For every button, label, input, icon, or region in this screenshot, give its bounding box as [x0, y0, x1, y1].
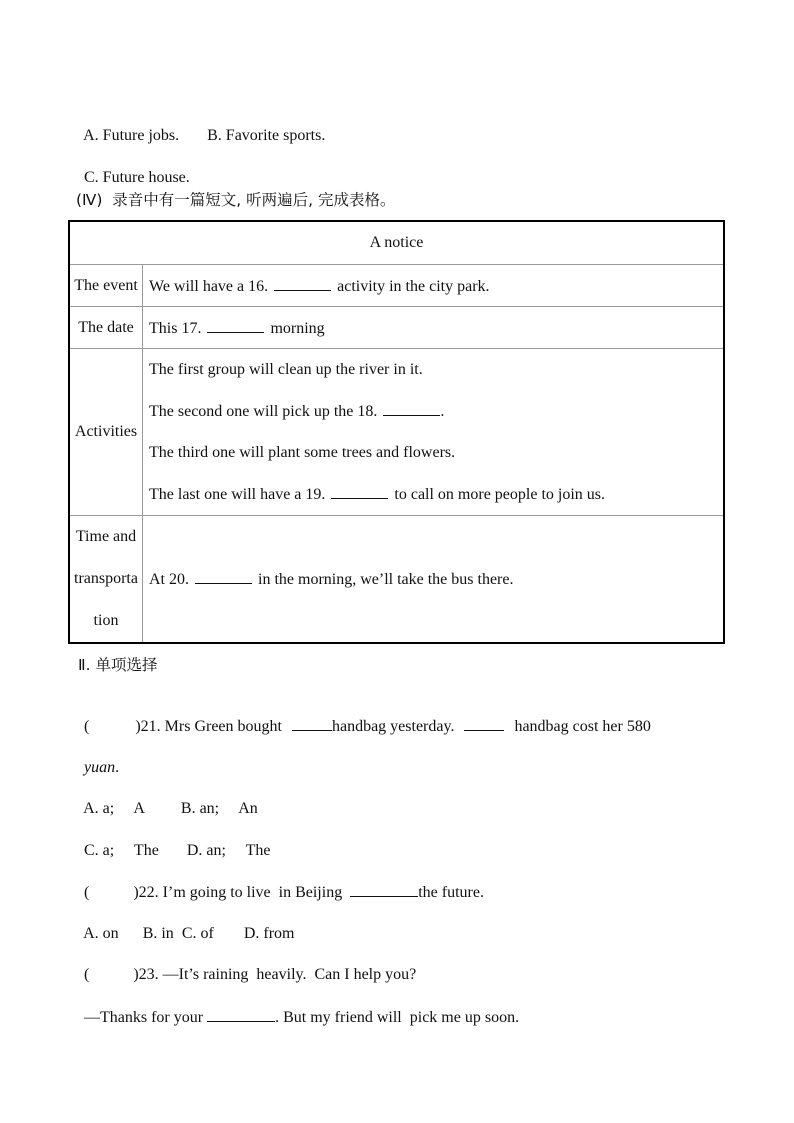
q21-option-d[interactable]: D. an; The: [186, 842, 271, 859]
q22-stem: )22. I’m going to live in Beijing: [133, 884, 343, 901]
q22-answer-space[interactable]: [89, 883, 133, 897]
table-row-activities: [69, 349, 724, 516]
blank-19[interactable]: [331, 484, 388, 499]
activity-line-4-pre: The last one will have a 19.: [149, 485, 326, 503]
notice-title: A notice: [69, 221, 724, 265]
time-label-line-2: transporta: [74, 570, 138, 587]
section-2-heading: Ⅱ. 单项选择: [78, 656, 158, 674]
time-text-pre: At 20.: [149, 571, 189, 588]
activity-line-2-pre: The second one will pick up the 18.: [149, 402, 378, 420]
time-label-line-1: Time and: [75, 528, 137, 545]
blank-18[interactable]: [383, 401, 440, 416]
date-cell: [143, 307, 725, 349]
q21-options-row-1: [76, 779, 258, 819]
time-label: [69, 516, 143, 644]
activities-label: Activities: [69, 349, 143, 516]
activity-line-4: [149, 474, 717, 516]
q22-option-d[interactable]: D. from: [243, 925, 295, 942]
event-text-post: activity in the city park.: [337, 277, 490, 295]
q21-currency: yuan: [84, 759, 116, 776]
q23-reply-pre: —Thanks for your: [84, 1009, 204, 1026]
q21-option-c[interactable]: C. a; The: [84, 842, 159, 859]
q21-blank-1[interactable]: [292, 716, 332, 731]
question-21-continued: [76, 738, 119, 778]
q22-option-c[interactable]: C. of: [181, 925, 214, 942]
q21-options-row-2: [76, 821, 271, 861]
question-23: [76, 945, 416, 985]
date-label: The date: [69, 307, 143, 349]
question-23-reply: [76, 987, 519, 1028]
event-cell: [143, 265, 725, 307]
q21-period: .: [115, 759, 120, 776]
blank-17[interactable]: [207, 318, 264, 333]
q23-answer-space[interactable]: [89, 965, 133, 979]
q22-stem-end: the future.: [418, 884, 484, 901]
table-row-date: [69, 307, 724, 349]
time-label-line-3: tion: [93, 612, 119, 629]
q21-open-paren: (: [84, 718, 90, 735]
activity-line-2-post: .: [440, 402, 445, 420]
activity-line-3: The third one will plant some trees and flowers.: [149, 444, 456, 461]
blank-20[interactable]: [195, 569, 252, 584]
option-b: B. Favorite sports.: [207, 127, 326, 144]
blank-16[interactable]: [274, 276, 331, 291]
date-text-post: morning: [270, 319, 325, 337]
option-line-1: [76, 106, 325, 146]
activity-line-2: [149, 391, 717, 433]
time-cell: [143, 516, 725, 644]
question-22: [76, 862, 484, 903]
activity-line-4-post: to call on more people to join us.: [394, 485, 606, 503]
q21-stem: )21. Mrs Green bought: [135, 718, 282, 735]
date-text-pre: This 17.: [149, 319, 202, 337]
q22-options: [76, 904, 294, 944]
event-text-pre: We will have a 16.: [149, 277, 269, 295]
q21-option-b[interactable]: B. an; An: [180, 800, 258, 817]
table-row-time: [69, 516, 724, 644]
q22-open-paren: (: [84, 884, 90, 901]
q23-blank[interactable]: [207, 1007, 275, 1022]
q22-blank[interactable]: [350, 882, 418, 897]
event-label: The event: [69, 265, 143, 307]
table-row-event: [69, 265, 724, 307]
q21-stem-end: handbag cost her 580: [514, 718, 651, 735]
q21-option-a[interactable]: A. a; A: [83, 800, 145, 817]
q22-option-b[interactable]: B. in: [142, 925, 174, 942]
q23-stem: )23. —It’s raining heavily. Can I help you?: [133, 966, 417, 983]
option-c: C. Future house.: [84, 169, 190, 186]
section-4-heading: (Ⅳ) 录音中有一篇短文, 听两遍后, 完成表格。: [76, 191, 396, 209]
q21-stem-mid: handbag yesterday.: [331, 718, 455, 735]
q21-answer-space[interactable]: [89, 717, 135, 731]
time-text-post: in the morning, we’ll take the bus there.: [258, 571, 514, 588]
notice-table: [68, 220, 725, 644]
option-a: A. Future jobs.: [83, 127, 180, 144]
activity-line-1: The first group will clean up the river in it.: [149, 361, 423, 378]
q23-reply-post: . But my friend will pick me up soon.: [275, 1009, 520, 1026]
option-line-2: [76, 148, 190, 188]
q23-open-paren: (: [84, 966, 90, 983]
activities-cell: [143, 349, 725, 516]
question-21: [76, 696, 651, 737]
q22-option-a[interactable]: A. on: [83, 925, 119, 942]
q21-blank-2[interactable]: [464, 716, 504, 731]
